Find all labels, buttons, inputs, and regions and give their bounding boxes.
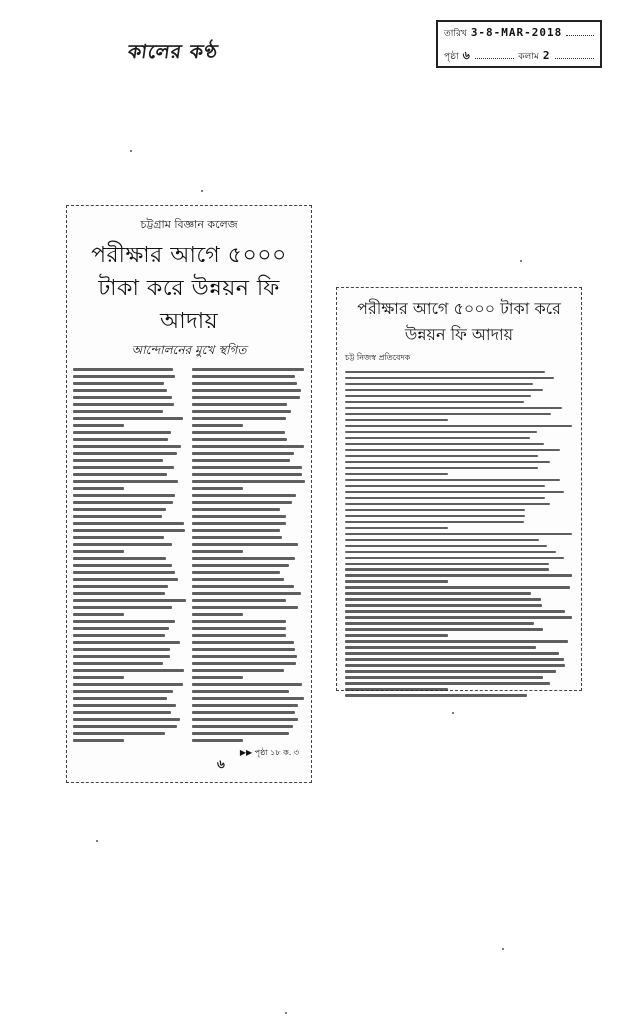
illegible-text-line <box>192 389 301 392</box>
handwritten-page-mark: ৬ <box>217 757 225 771</box>
illegible-text-line <box>345 401 524 403</box>
illegible-text-line <box>192 543 298 546</box>
illegible-text-line <box>345 407 562 409</box>
illegible-text-line <box>192 592 301 595</box>
illegible-text-line <box>73 627 169 630</box>
illegible-text-line <box>73 739 124 742</box>
illegible-text-line <box>192 697 304 700</box>
stamp-column-label: কলাম <box>518 52 539 62</box>
illegible-text-line <box>345 688 448 690</box>
illegible-text-line <box>73 466 174 469</box>
illegible-text-line <box>345 694 527 696</box>
illegible-text-line <box>192 662 296 665</box>
scan-speck <box>285 1012 287 1014</box>
illegible-text-line <box>345 676 543 678</box>
illegible-text-line <box>345 485 545 487</box>
illegible-text-line <box>192 704 298 707</box>
illegible-text-line <box>192 445 304 448</box>
illegible-text-line <box>345 616 572 618</box>
illegible-text-line <box>73 718 180 721</box>
illegible-text-line <box>345 521 524 523</box>
news-clipping-left <box>66 205 312 783</box>
illegible-text-line <box>345 658 564 660</box>
illegible-text-line <box>73 648 170 651</box>
stamp-column-value: 2 <box>542 49 551 62</box>
clipping-headline: পরীক্ষার আগে ৫০০০ টাকা করে উন্নয়ন ফি আদায় <box>91 243 287 334</box>
illegible-text-line <box>345 419 448 421</box>
illegible-text-line <box>192 438 287 441</box>
clipping-kicker: চট্টগ্রাম বিজ্ঞান কলেজ <box>140 218 238 231</box>
illegible-text-line <box>73 592 165 595</box>
illegible-text-line <box>345 461 550 463</box>
illegible-text-line <box>192 494 296 497</box>
illegible-text-line <box>192 431 285 434</box>
illegible-text-line <box>192 536 282 539</box>
clipping-body-text <box>337 369 581 697</box>
newspaper-masthead: কালের কণ্ঠ <box>126 41 220 63</box>
illegible-text-line <box>345 503 550 505</box>
illegible-text-line <box>345 682 550 684</box>
illegible-text-line <box>345 610 565 612</box>
illegible-text-line <box>73 620 175 623</box>
illegible-text-line <box>345 491 564 493</box>
illegible-text-line <box>73 725 177 728</box>
illegible-text-line <box>192 739 243 742</box>
illegible-text-line <box>192 732 289 735</box>
illegible-text-line <box>73 382 164 385</box>
illegible-text-line <box>192 683 302 686</box>
illegible-text-line <box>192 676 243 679</box>
illegible-text-line <box>73 557 166 560</box>
illegible-text-line <box>73 368 173 371</box>
illegible-text-line <box>73 564 172 567</box>
illegible-text-line <box>192 375 295 378</box>
illegible-text-line <box>192 487 243 490</box>
continuation-note: ▶▶ পৃষ্ঠা ১৮ ক. ৩ <box>239 748 299 757</box>
illegible-text-line <box>192 382 297 385</box>
illegible-text-line <box>73 431 171 434</box>
illegible-text-line <box>345 574 572 576</box>
illegible-text-line <box>73 578 178 581</box>
illegible-text-line <box>73 515 162 518</box>
illegible-text-line <box>73 585 168 588</box>
illegible-text-line <box>345 646 536 648</box>
illegible-text-line <box>345 598 541 600</box>
illegible-text-line <box>192 725 293 728</box>
illegible-text-line <box>345 371 545 373</box>
illegible-text-line <box>345 557 564 559</box>
illegible-text-line <box>345 479 560 481</box>
illegible-text-line <box>192 718 298 721</box>
illegible-text-line <box>73 529 185 532</box>
illegible-text-line <box>192 711 295 714</box>
illegible-text-line <box>345 383 533 385</box>
illegible-text-line <box>192 466 302 469</box>
illegible-text-line <box>345 545 547 547</box>
illegible-text-line <box>73 410 163 413</box>
illegible-text-line <box>345 539 539 541</box>
illegible-text-line <box>192 606 298 609</box>
stamp-date-label: তারিখ <box>444 29 467 39</box>
illegible-text-line <box>73 641 180 644</box>
illegible-text-line <box>73 683 183 686</box>
illegible-text-line <box>73 403 174 406</box>
illegible-text-line <box>73 655 170 658</box>
illegible-text-line <box>345 515 525 517</box>
illegible-text-line <box>345 664 565 666</box>
clipping-headline: পরীক্ষার আগে ৫০০০ টাকা করে উন্নয়ন ফি আদায় <box>357 299 561 344</box>
illegible-text-line <box>73 662 163 665</box>
illegible-text-line <box>192 508 280 511</box>
illegible-text-line <box>192 571 280 574</box>
stamp-page-value: ৬ <box>462 49 471 62</box>
illegible-text-line <box>73 508 166 511</box>
illegible-text-line <box>345 473 448 475</box>
illegible-text-line <box>345 413 551 415</box>
illegible-text-line <box>345 377 554 379</box>
stamp-dotted-line <box>475 58 515 59</box>
illegible-text-line <box>192 599 286 602</box>
illegible-text-line <box>345 586 570 588</box>
stamp-date-value: 3-8-MAR-2018 <box>470 26 563 39</box>
illegible-text-line <box>192 627 286 630</box>
clipping-body-text <box>67 362 311 746</box>
illegible-text-line <box>192 480 305 483</box>
illegible-text-line <box>192 515 286 518</box>
illegible-text-line <box>345 455 538 457</box>
illegible-text-line <box>192 585 294 588</box>
illegible-text-line <box>192 634 286 637</box>
illegible-text-line <box>345 652 559 654</box>
illegible-text-line <box>345 431 537 433</box>
illegible-text-line <box>73 452 177 455</box>
clipping-byline: চট্ট নিজস্ব প্রতিবেদক <box>345 353 411 362</box>
illegible-text-line <box>345 634 448 636</box>
illegible-text-line <box>345 527 448 529</box>
illegible-text-line <box>192 613 243 616</box>
illegible-text-line <box>345 389 543 391</box>
illegible-text-line <box>345 568 549 570</box>
illegible-text-line <box>345 497 545 499</box>
illegible-text-line <box>192 403 287 406</box>
illegible-text-line <box>192 410 291 413</box>
illegible-text-line <box>73 732 165 735</box>
illegible-text-line <box>192 501 292 504</box>
scan-speck <box>452 712 454 714</box>
illegible-text-line <box>73 669 184 672</box>
illegible-text-line <box>345 563 549 565</box>
illegible-text-line <box>345 628 543 630</box>
illegible-text-line <box>345 640 568 642</box>
illegible-text-line <box>73 473 167 476</box>
illegible-text-line <box>192 641 294 644</box>
illegible-text-line <box>73 445 181 448</box>
illegible-text-line <box>192 564 289 567</box>
illegible-text-line <box>73 487 124 490</box>
text-column <box>192 368 305 746</box>
scan-speck <box>502 948 504 950</box>
illegible-text-line <box>192 648 295 651</box>
illegible-text-line <box>345 425 572 427</box>
stamp-page-label: পৃষ্ঠা <box>444 52 459 62</box>
text-column <box>73 368 186 746</box>
illegible-text-line <box>73 606 172 609</box>
illegible-text-line <box>345 580 448 582</box>
news-clipping-right <box>336 287 582 691</box>
illegible-text-line <box>73 697 167 700</box>
illegible-text-line <box>73 676 124 679</box>
illegible-text-line <box>73 522 184 525</box>
illegible-text-line <box>73 396 172 399</box>
illegible-text-line <box>73 417 183 420</box>
scan-speck <box>96 840 98 842</box>
illegible-text-line <box>345 437 530 439</box>
illegible-text-line <box>73 494 175 497</box>
illegible-text-line <box>192 424 243 427</box>
illegible-text-line <box>345 395 531 397</box>
archive-date-stamp <box>436 20 602 68</box>
clipping-subheadline: আন্দোলনের মুখে স্থগিত <box>131 343 247 357</box>
illegible-text-line <box>192 529 280 532</box>
illegible-text-line <box>192 550 243 553</box>
illegible-text-line <box>192 655 297 658</box>
illegible-text-line <box>192 396 300 399</box>
illegible-text-line <box>73 424 124 427</box>
illegible-text-line <box>192 578 284 581</box>
illegible-text-line <box>345 533 572 535</box>
illegible-text-line <box>192 368 304 371</box>
illegible-text-line <box>192 690 289 693</box>
illegible-text-line <box>73 459 163 462</box>
illegible-text-line <box>73 613 124 616</box>
stamp-dotted-line <box>555 58 595 59</box>
illegible-text-line <box>73 711 171 714</box>
scan-speck <box>201 190 203 192</box>
illegible-text-line <box>73 536 164 539</box>
illegible-text-line <box>192 557 295 560</box>
illegible-text-line <box>345 509 525 511</box>
illegible-text-line <box>192 669 284 672</box>
stamp-dotted-line <box>566 35 594 36</box>
illegible-text-line <box>345 449 560 451</box>
scan-speck <box>520 260 522 262</box>
illegible-text-line <box>345 604 542 606</box>
illegible-text-line <box>73 690 173 693</box>
illegible-text-line <box>73 599 186 602</box>
illegible-text-line <box>73 543 172 546</box>
illegible-text-line <box>345 622 534 624</box>
illegible-text-line <box>345 592 531 594</box>
illegible-text-line <box>73 375 175 378</box>
illegible-text-line <box>192 620 286 623</box>
illegible-text-line <box>73 571 175 574</box>
illegible-text-line <box>345 670 556 672</box>
illegible-text-line <box>345 551 556 553</box>
illegible-text-line <box>73 389 167 392</box>
illegible-text-line <box>192 473 302 476</box>
illegible-text-line <box>73 704 176 707</box>
illegible-text-line <box>345 443 544 445</box>
illegible-text-line <box>192 417 286 420</box>
illegible-text-line <box>73 550 124 553</box>
scan-speck <box>130 150 132 152</box>
illegible-text-line <box>192 459 290 462</box>
illegible-text-line <box>73 438 168 441</box>
illegible-text-line <box>192 452 294 455</box>
illegible-text-line <box>73 634 165 637</box>
illegible-text-line <box>192 522 286 525</box>
illegible-text-line <box>73 480 178 483</box>
illegible-text-line <box>345 467 538 469</box>
illegible-text-line <box>73 501 173 504</box>
